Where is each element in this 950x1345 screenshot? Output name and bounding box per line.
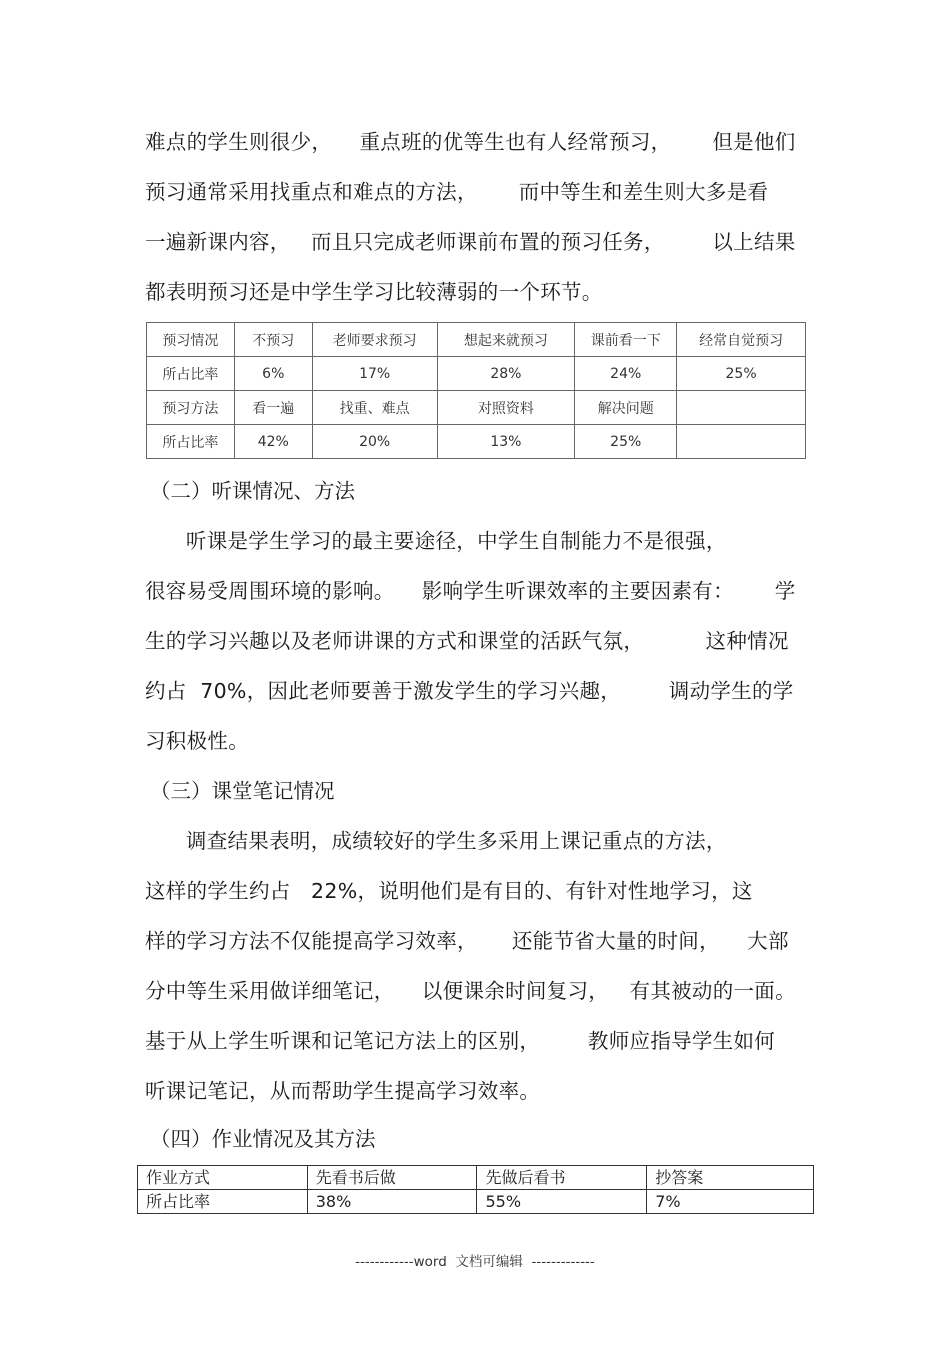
table-cell: 预习方法	[147, 391, 235, 425]
table-cell: 28%	[437, 357, 575, 391]
table-cell: 先做后看书	[477, 1166, 647, 1190]
table-cell: 解决问题	[575, 391, 677, 425]
paragraph-line: 分中等生采用做详细笔记， 以便课余时间复习， 有其被动的一面。	[145, 979, 796, 1003]
table-cell	[677, 425, 806, 459]
paragraph-line: 一遍新课内容， 而且只完成老师课前布置的预习任务， 以上结果	[145, 230, 796, 254]
table-cell: 38%	[307, 1190, 477, 1214]
table-cell: 20%	[312, 425, 437, 459]
table-cell	[677, 391, 806, 425]
paragraph-line: 样的学习方法不仅能提高学习效率， 还能节省大量的时间， 大部	[145, 929, 789, 953]
section-heading: （二）听课情况、方法	[150, 479, 355, 503]
table-cell: 25%	[677, 357, 806, 391]
table-cell: 6%	[234, 357, 312, 391]
table-cell: 想起来就预习	[437, 323, 575, 357]
table-cell: 先看书后做	[307, 1166, 477, 1190]
table-cell: 课前看一下	[575, 323, 677, 357]
paragraph-line: 习积极性。	[145, 729, 249, 753]
table-cell: 13%	[437, 425, 575, 459]
table-cell: 作业方式	[138, 1166, 308, 1190]
paragraph-line: 生的学习兴趣以及老师讲课的方式和课堂的活跃气氛， 这种情况	[145, 629, 789, 653]
table-row	[147, 357, 806, 391]
table-row	[147, 425, 806, 459]
table-cell: 经常自觉预习	[677, 323, 806, 357]
table-cell: 找重、难点	[312, 391, 437, 425]
paragraph-line: 调查结果表明，成绩较好的学生多采用上课记重点的方法，	[145, 829, 727, 853]
table-cell: 所占比率	[147, 425, 235, 459]
paragraph-line: 都表明预习还是中学生学习比较薄弱的一个环节。	[145, 280, 603, 304]
homework-survey-table	[137, 1165, 814, 1214]
table-cell: 所占比率	[138, 1190, 308, 1214]
table-cell: 42%	[234, 425, 312, 459]
section-heading: （三）课堂笔记情况	[150, 779, 335, 803]
section-heading: （四）作业情况及其方法	[150, 1127, 376, 1151]
table-cell: 17%	[312, 357, 437, 391]
table-cell: 预习情况	[147, 323, 235, 357]
table-cell: 所占比率	[147, 357, 235, 391]
paragraph-line: 很容易受周围环境的影响。 影响学生听课效率的主要因素有： 学	[145, 579, 796, 603]
table-cell: 看一遍	[234, 391, 312, 425]
paragraph-line: 听课是学生学习的最主要途径，中学生自制能力不是很强，	[145, 529, 727, 553]
table-row	[147, 323, 806, 357]
paragraph-line: 这样的学生约占 22%，说明他们是有目的、有针对性地学习，这	[145, 879, 753, 903]
table-cell: 25%	[575, 425, 677, 459]
paragraph-line: 预习通常采用找重点和难点的方法， 而中等生和差生则大多是看	[145, 180, 769, 204]
table-cell: 老师要求预习	[312, 323, 437, 357]
table-cell: 7%	[647, 1190, 814, 1214]
paragraph-line: 基于从上学生听课和记笔记方法上的区别， 教师应指导学生如何	[145, 1029, 776, 1053]
table-row	[138, 1166, 814, 1190]
table-cell: 对照资料	[437, 391, 575, 425]
paragraph-line: 难点的学生则很少， 重点班的优等生也有人经常预习， 但是他们	[145, 130, 796, 154]
table-row	[138, 1190, 814, 1214]
paragraph-line: 约占 70%，因此老师要善于激发学生的学习兴趣， 调动学生的学	[145, 679, 794, 703]
table-cell: 不预习	[234, 323, 312, 357]
table-cell: 抄答案	[647, 1166, 814, 1190]
table-row	[147, 391, 806, 425]
paragraph-line: 听课记笔记，从而帮助学生提高学习效率。	[145, 1079, 541, 1103]
preview-survey-table	[146, 322, 806, 459]
table-cell: 24%	[575, 357, 677, 391]
table-cell: 55%	[477, 1190, 647, 1214]
page-footer: ------------word 文档可编辑 -------------	[355, 1254, 595, 1270]
